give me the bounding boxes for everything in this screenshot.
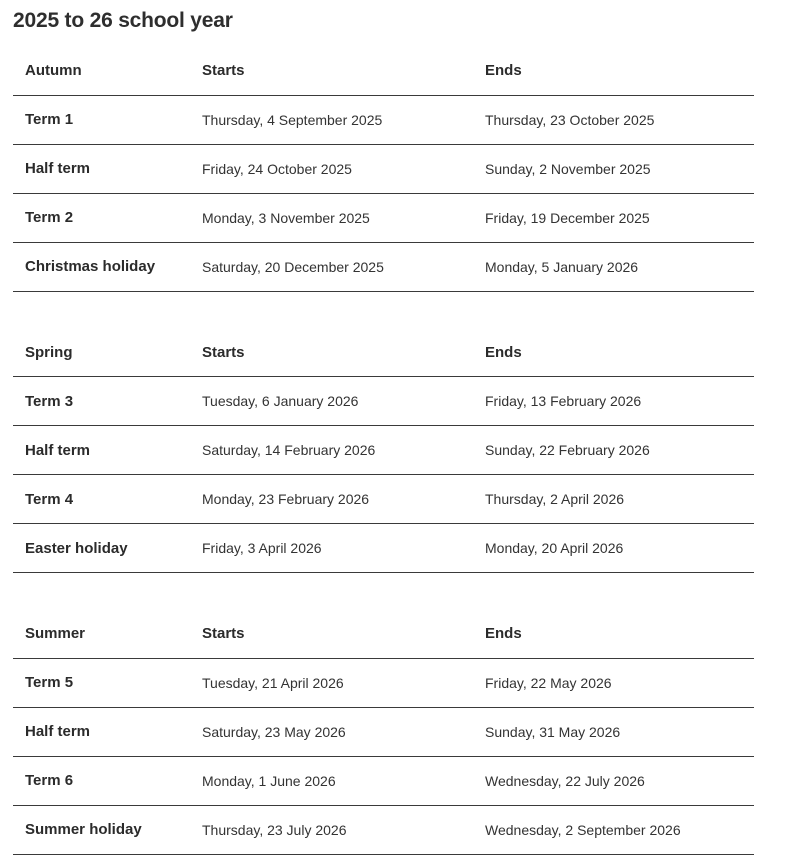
starts-column-header: Starts xyxy=(190,47,473,95)
term-label: Half term xyxy=(13,144,190,193)
term-ends-date: Sunday, 22 February 2026 xyxy=(473,426,754,475)
term-starts-date: Thursday, 4 September 2025 xyxy=(190,95,473,144)
ends-column-header: Ends xyxy=(473,610,754,658)
term-label: Summer holiday xyxy=(13,805,190,854)
summer-term-table xyxy=(13,610,754,855)
term-ends-date: Sunday, 31 May 2026 xyxy=(473,707,754,756)
term-label: Term 4 xyxy=(13,475,190,524)
summer-header-row xyxy=(13,610,754,658)
term-label: Easter holiday xyxy=(13,524,190,573)
term-label: Christmas holiday xyxy=(13,242,190,291)
term-label: Half term xyxy=(13,707,190,756)
table-row-term-3 xyxy=(13,377,754,426)
term-ends-date: Friday, 19 December 2025 xyxy=(473,193,754,242)
table-row-easter-holiday xyxy=(13,524,754,573)
term-starts-date: Monday, 3 November 2025 xyxy=(190,193,473,242)
term-ends-date: Friday, 13 February 2026 xyxy=(473,377,754,426)
term-starts-date: Thursday, 23 July 2026 xyxy=(190,805,473,854)
term-label: Term 2 xyxy=(13,193,190,242)
term-starts-date: Saturday, 14 February 2026 xyxy=(190,426,473,475)
term-ends-date: Thursday, 23 October 2025 xyxy=(473,95,754,144)
autumn-header-row xyxy=(13,47,754,95)
term-label: Term 6 xyxy=(13,756,190,805)
table-row-summer-holiday xyxy=(13,805,754,854)
term-starts-date: Saturday, 23 May 2026 xyxy=(190,707,473,756)
table-row-term-5 xyxy=(13,658,754,707)
term-label: Term 1 xyxy=(13,95,190,144)
term-starts-date: Monday, 23 February 2026 xyxy=(190,475,473,524)
season-header-spring: Spring xyxy=(13,329,190,377)
term-starts-date: Friday, 3 April 2026 xyxy=(190,524,473,573)
ends-column-header: Ends xyxy=(473,329,754,377)
starts-column-header: Starts xyxy=(190,610,473,658)
ends-column-header: Ends xyxy=(473,47,754,95)
table-row-term-4 xyxy=(13,475,754,524)
table-row-half-term xyxy=(13,426,754,475)
autumn-term-table xyxy=(13,47,754,292)
term-ends-date: Thursday, 2 April 2026 xyxy=(473,475,754,524)
spring-term-table xyxy=(13,329,754,574)
term-starts-date: Tuesday, 6 January 2026 xyxy=(190,377,473,426)
term-ends-date: Friday, 22 May 2026 xyxy=(473,658,754,707)
page-title: 2025 to 26 school year xyxy=(13,9,233,32)
table-row-half-term xyxy=(13,144,754,193)
table-row-term-2 xyxy=(13,193,754,242)
term-starts-date: Tuesday, 21 April 2026 xyxy=(190,658,473,707)
season-header-autumn: Autumn xyxy=(13,47,190,95)
term-ends-date: Wednesday, 22 July 2026 xyxy=(473,756,754,805)
term-label: Term 5 xyxy=(13,658,190,707)
term-ends-date: Monday, 20 April 2026 xyxy=(473,524,754,573)
spring-header-row xyxy=(13,329,754,377)
table-row-half-term xyxy=(13,707,754,756)
term-ends-date: Sunday, 2 November 2025 xyxy=(473,144,754,193)
season-header-summer: Summer xyxy=(13,610,190,658)
term-ends-date: Monday, 5 January 2026 xyxy=(473,242,754,291)
table-row-christmas-holiday xyxy=(13,242,754,291)
starts-column-header: Starts xyxy=(190,329,473,377)
term-starts-date: Saturday, 20 December 2025 xyxy=(190,242,473,291)
term-label: Term 3 xyxy=(13,377,190,426)
table-row-term-6 xyxy=(13,756,754,805)
term-starts-date: Monday, 1 June 2026 xyxy=(190,756,473,805)
term-label: Half term xyxy=(13,426,190,475)
term-starts-date: Friday, 24 October 2025 xyxy=(190,144,473,193)
table-row-term-1 xyxy=(13,95,754,144)
term-ends-date: Wednesday, 2 September 2026 xyxy=(473,805,754,854)
